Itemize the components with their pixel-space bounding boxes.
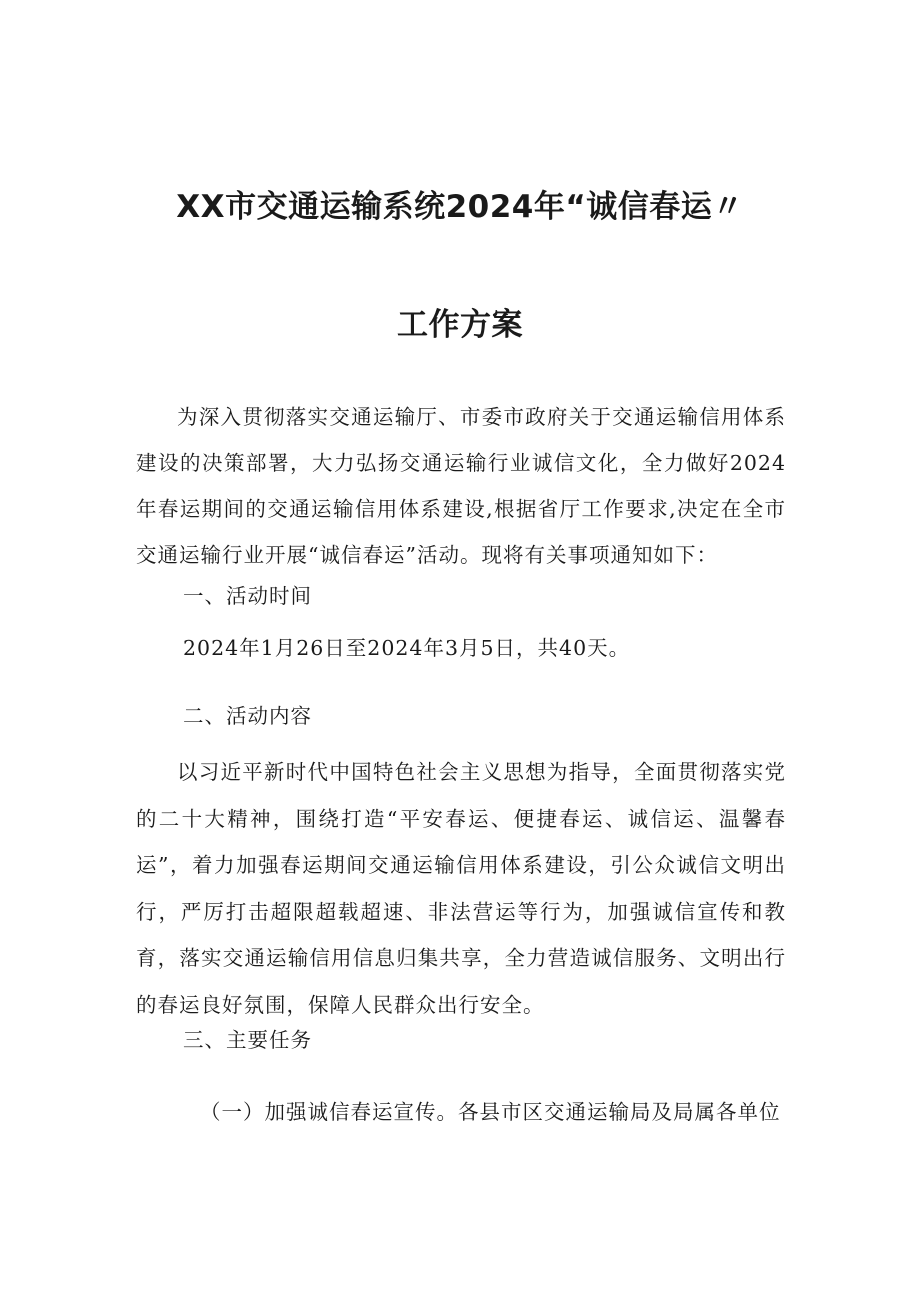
section2-paragraph: 以习近平新时代中国特色社会主义思想为指导，全面贯彻落实党的二十大精神，围绕打造“平安春运、便捷春运、诚信运、温馨春运”，着力加强春运期间交通运输信用体系建设，引公众诚信文明出行，严厉打击超限超载超速、非法营运等行为，加强诚信宣传和教育，落实交通运输信用信息归集共享，全力营造诚信服务、文明出行的春运良好氛围，保障人民群众出行安全。 [136,760,786,1017]
section3-item1: （一）加强诚信春运宣传。各县市区交通运输局及局属各单位 [200,1100,781,1124]
section2-heading: 二、活动内容 [183,704,312,728]
intro-paragraph: 为深入贯彻落实交通运输厅、市委市政府关于交通运输信用体系建设的决策部署，大力弘扬交通运输行业诚信文化，全力做好2024年春运期间的交通运输信用体系建设,根据省厅工作要求,决定在全市交通运输行业开展“诚信春运”活动。现将有关事项通知如下： [136,405,786,567]
document-title-line1: XX市交通运输系统2024年“诚信春运〃 [176,189,744,225]
section1-date-range: 2024年1月26日至2024年3月5日，共40天。 [183,636,631,660]
section3-heading: 三、主要任务 [183,1028,312,1052]
document-title-line2: 工作方案 [397,307,523,343]
section1-heading: 一、活动时间 [183,584,312,608]
